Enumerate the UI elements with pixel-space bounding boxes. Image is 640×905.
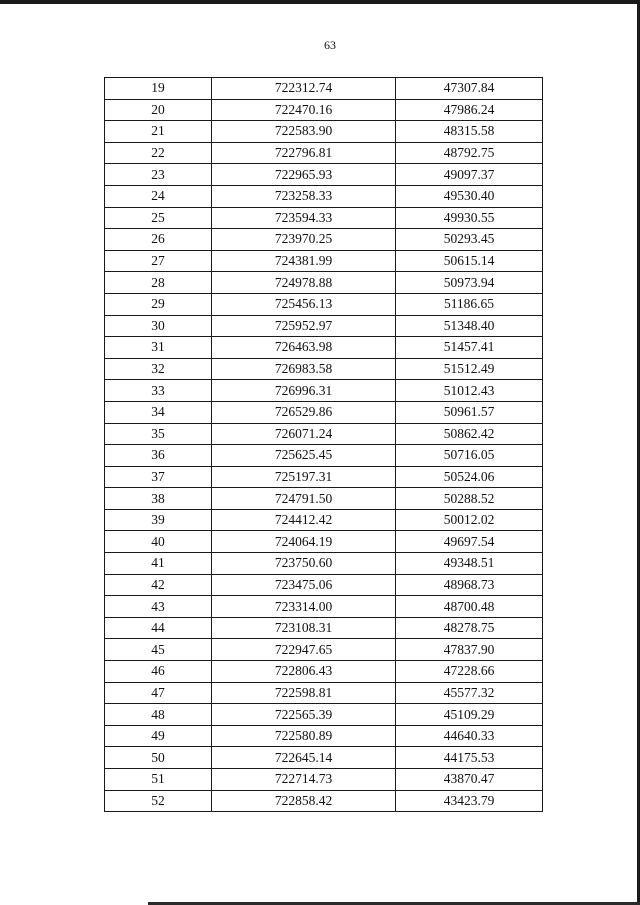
x-coordinate-cell: 723970.25 [212,229,396,251]
point-number-cell: 51 [105,769,212,791]
y-coordinate-cell: 50862.42 [396,423,543,445]
point-number-cell: 43 [105,596,212,618]
point-number-cell: 50 [105,747,212,769]
point-number-cell: 35 [105,423,212,445]
point-number-cell: 48 [105,704,212,726]
y-coordinate-cell: 51457.41 [396,337,543,359]
point-number-cell: 52 [105,790,212,812]
y-coordinate-cell: 47228.66 [396,661,543,683]
y-coordinate-cell: 50615.14 [396,250,543,272]
y-coordinate-cell: 47837.90 [396,639,543,661]
point-number-cell: 40 [105,531,212,553]
scan-border-top [0,0,640,4]
x-coordinate-cell: 723108.31 [212,617,396,639]
point-number-cell: 41 [105,553,212,575]
point-number-cell: 46 [105,661,212,683]
x-coordinate-cell: 722714.73 [212,769,396,791]
x-coordinate-cell: 724978.88 [212,272,396,294]
y-coordinate-cell: 51186.65 [396,293,543,315]
y-coordinate-cell: 44175.53 [396,747,543,769]
point-number-cell: 42 [105,574,212,596]
y-coordinate-cell: 44640.33 [396,725,543,747]
table-row [105,315,543,337]
point-number-cell: 49 [105,725,212,747]
coordinates-table-body [105,78,543,812]
x-coordinate-cell: 726996.31 [212,380,396,402]
y-coordinate-cell: 47307.84 [396,78,543,100]
point-number-cell: 19 [105,78,212,100]
y-coordinate-cell: 45109.29 [396,704,543,726]
table-row [105,682,543,704]
y-coordinate-cell: 49697.54 [396,531,543,553]
table-row [105,445,543,467]
table-row [105,769,543,791]
table-row [105,596,543,618]
x-coordinate-cell: 722858.42 [212,790,396,812]
point-number-cell: 38 [105,488,212,510]
x-coordinate-cell: 725625.45 [212,445,396,467]
x-coordinate-cell: 722806.43 [212,661,396,683]
point-number-cell: 36 [105,445,212,467]
point-number-cell: 25 [105,207,212,229]
table-row [105,488,543,510]
coordinates-table [104,77,543,812]
point-number-cell: 47 [105,682,212,704]
x-coordinate-cell: 722645.14 [212,747,396,769]
table-row [105,78,543,100]
table-row [105,121,543,143]
point-number-cell: 30 [105,315,212,337]
table-row [105,99,543,121]
x-coordinate-cell: 725197.31 [212,466,396,488]
table-row [105,380,543,402]
y-coordinate-cell: 48792.75 [396,142,543,164]
y-coordinate-cell: 50524.06 [396,466,543,488]
x-coordinate-cell: 726463.98 [212,337,396,359]
y-coordinate-cell: 50288.52 [396,488,543,510]
x-coordinate-cell: 726071.24 [212,423,396,445]
table-row [105,617,543,639]
y-coordinate-cell: 43870.47 [396,769,543,791]
table-row [105,272,543,294]
x-coordinate-cell: 725456.13 [212,293,396,315]
point-number-cell: 28 [105,272,212,294]
x-coordinate-cell: 724064.19 [212,531,396,553]
table-row [105,704,543,726]
table-row [105,337,543,359]
point-number-cell: 33 [105,380,212,402]
table-row [105,142,543,164]
x-coordinate-cell: 723475.06 [212,574,396,596]
y-coordinate-cell: 45577.32 [396,682,543,704]
page-number: 63 [324,38,336,52]
table-row [105,358,543,380]
y-coordinate-cell: 49097.37 [396,164,543,186]
point-number-cell: 32 [105,358,212,380]
x-coordinate-cell: 726529.86 [212,401,396,423]
point-number-cell: 45 [105,639,212,661]
table-row [105,207,543,229]
y-coordinate-cell: 48968.73 [396,574,543,596]
x-coordinate-cell: 723594.33 [212,207,396,229]
x-coordinate-cell: 722470.16 [212,99,396,121]
y-coordinate-cell: 51512.49 [396,358,543,380]
x-coordinate-cell: 722580.89 [212,725,396,747]
y-coordinate-cell: 51348.40 [396,315,543,337]
x-coordinate-cell: 722583.90 [212,121,396,143]
table-row [105,401,543,423]
point-number-cell: 22 [105,142,212,164]
x-coordinate-cell: 724791.50 [212,488,396,510]
y-coordinate-cell: 50293.45 [396,229,543,251]
point-number-cell: 20 [105,99,212,121]
x-coordinate-cell: 724381.99 [212,250,396,272]
point-number-cell: 27 [105,250,212,272]
x-coordinate-cell: 725952.97 [212,315,396,337]
y-coordinate-cell: 47986.24 [396,99,543,121]
point-number-cell: 37 [105,466,212,488]
y-coordinate-cell: 43423.79 [396,790,543,812]
table-row [105,639,543,661]
table-row [105,423,543,445]
table-row [105,725,543,747]
x-coordinate-cell: 722947.65 [212,639,396,661]
table-row [105,790,543,812]
table-row [105,509,543,531]
table-row [105,164,543,186]
table-row [105,293,543,315]
point-number-cell: 39 [105,509,212,531]
point-number-cell: 29 [105,293,212,315]
y-coordinate-cell: 50716.05 [396,445,543,467]
y-coordinate-cell: 49930.55 [396,207,543,229]
x-coordinate-cell: 724412.42 [212,509,396,531]
y-coordinate-cell: 48278.75 [396,617,543,639]
y-coordinate-cell: 48315.58 [396,121,543,143]
x-coordinate-cell: 723314.00 [212,596,396,618]
y-coordinate-cell: 50961.57 [396,401,543,423]
table-row [105,229,543,251]
x-coordinate-cell: 722796.81 [212,142,396,164]
y-coordinate-cell: 51012.43 [396,380,543,402]
point-number-cell: 44 [105,617,212,639]
point-number-cell: 23 [105,164,212,186]
y-coordinate-cell: 49530.40 [396,185,543,207]
y-coordinate-cell: 50973.94 [396,272,543,294]
point-number-cell: 34 [105,401,212,423]
table-row [105,466,543,488]
table-row [105,574,543,596]
x-coordinate-cell: 722965.93 [212,164,396,186]
table-row [105,185,543,207]
x-coordinate-cell: 723750.60 [212,553,396,575]
table-row [105,661,543,683]
x-coordinate-cell: 723258.33 [212,185,396,207]
table-row [105,531,543,553]
y-coordinate-cell: 48700.48 [396,596,543,618]
table-row [105,250,543,272]
point-number-cell: 21 [105,121,212,143]
x-coordinate-cell: 722598.81 [212,682,396,704]
y-coordinate-cell: 50012.02 [396,509,543,531]
table-row [105,747,543,769]
x-coordinate-cell: 726983.58 [212,358,396,380]
x-coordinate-cell: 722312.74 [212,78,396,100]
x-coordinate-cell: 722565.39 [212,704,396,726]
point-number-cell: 31 [105,337,212,359]
point-number-cell: 24 [105,185,212,207]
point-number-cell: 26 [105,229,212,251]
y-coordinate-cell: 49348.51 [396,553,543,575]
table-row [105,553,543,575]
